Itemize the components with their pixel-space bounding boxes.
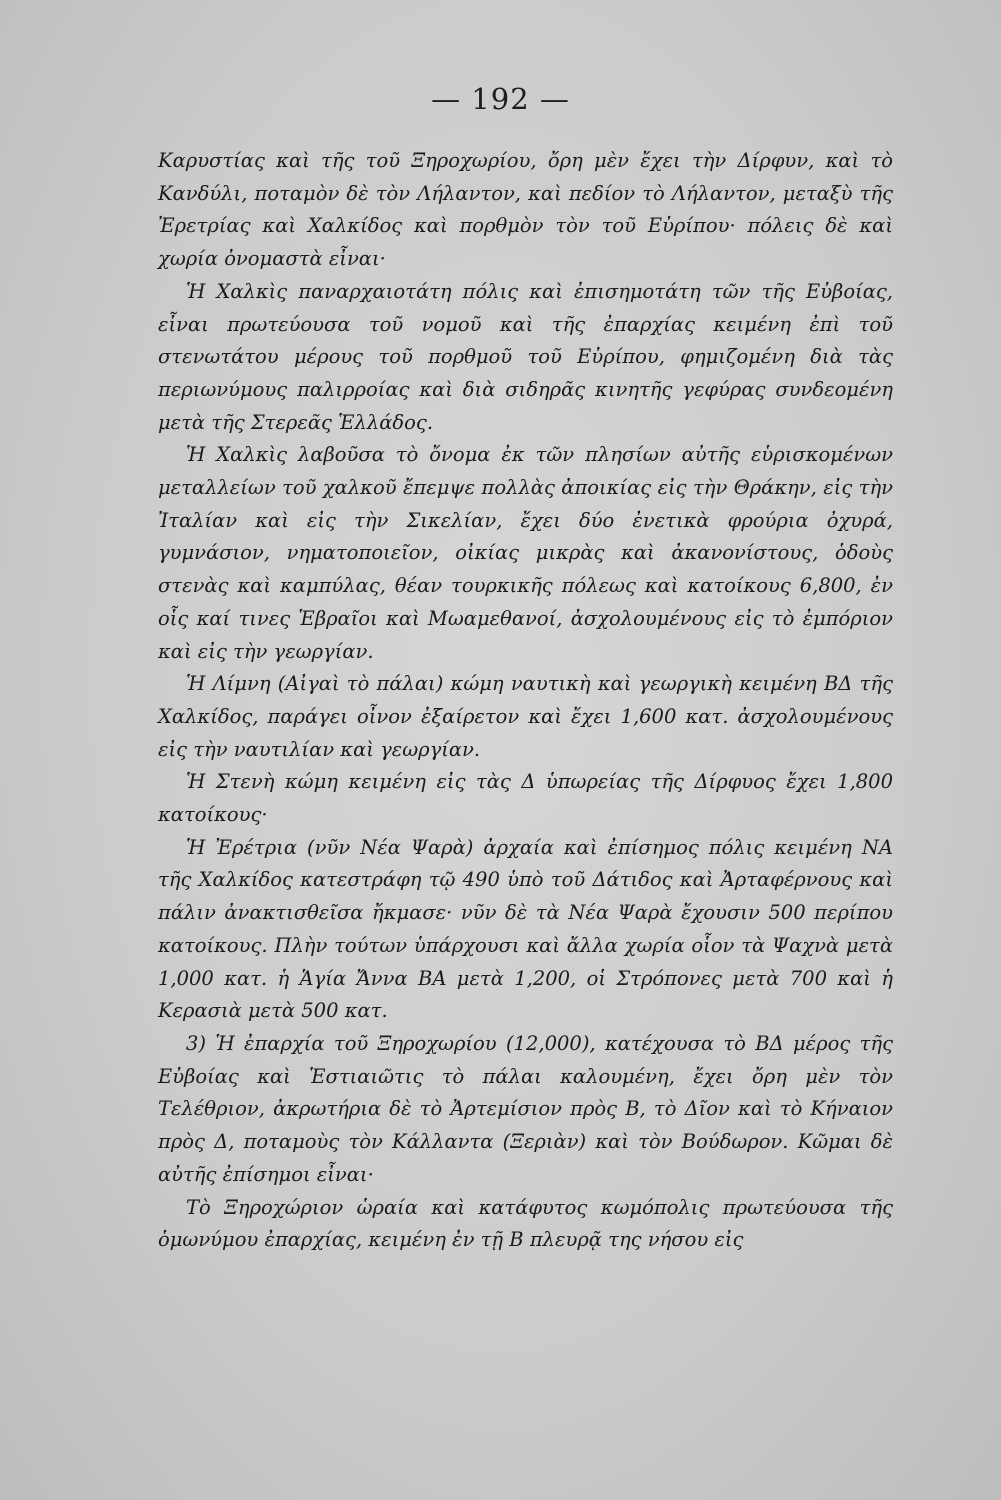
paragraph: Ἡ Ἐρέτρια (νῦν Νέα Ψαρὰ) ἀρχαία καὶ ἐπίσημος πόλις κειμένη ΝΑ τῆς Χαλκίδος κατεστράφη τῷ 490 ὑπὸ τοῦ Δάτιδος καὶ Ἀρταφέρνους καὶ πάλιν ἀνακτισθεῖσα ἤκμασε· νῦν δὲ τὰ Νέα Ψαρὰ ἔχουσιν 500 περίπου κατοίκους. Πλὴν τούτων ὑπάρχουσι καὶ ἄλλα χωρία οἷον τὰ Ψαχνὰ μετὰ 1,000 κατ. ἡ Ἁγία Ἄννα ΒΑ μετὰ 1,200, οἱ Στρόπονες μετὰ 700 καὶ ἡ Κερασιὰ μετὰ 500 κατ. <box>158 835 893 1023</box>
paragraph: Ἡ Χαλκὶς παναρχαιοτάτη πόλις καὶ ἐπισημοτάτη τῶν τῆς Εὐβοίας, εἶναι πρωτεύουσα τοῦ νομοῦ καὶ τῆς ἐπαρχίας κειμένη ἐπὶ τοῦ στενωτάτου μέρους τοῦ πορθμοῦ τοῦ Εὐρίπου, φημιζομένη διὰ τὰς περιωνύμους παλιρροίας καὶ διὰ σιδηρᾶς κινητῆς γεφύρας συνδεομένη μετὰ τῆς Στερεᾶς Ἑλλάδος. <box>158 279 893 434</box>
paragraph: Ἡ Λίμνη (Αἰγαὶ τὸ πάλαι) κώμη ναυτικὴ καὶ γεωργικὴ κειμένη ΒΔ τῆς Χαλκίδος, παράγει οἶνον ἐξαίρετον καὶ ἔχει 1,600 κατ. ἀσχολουμένους εἰς τὴν ναυτιλίαν καὶ γεωργίαν. <box>158 672 893 761</box>
page-number: — 192 — <box>431 82 570 116</box>
paragraph: 3) Ἡ ἐπαρχία τοῦ Ξηροχωρίου (12,000), κατέχουσα τὸ ΒΔ μέρος τῆς Εὐβοίας καὶ Ἑστιαιῶτις τὸ πάλαι καλουμένη, ἔχει ὄρη μὲν τὸν Τελέθριον, ἀκρωτήρια δὲ τὸ Ἀρτεμίσιον πρὸς Β, τὸ Δῖον καὶ τὸ Κήναιον πρὸς Δ, ποταμοὺς τὸν Κάλλαντα (Ξεριὰν) καὶ τὸν Βούδωρον. Κῶμαι δὲ αὐτῆς ἐπίσημοι εἶναι· <box>158 1031 893 1186</box>
paragraph: Καρυστίας καὶ τῆς τοῦ Ξηροχωρίου, ὄρη μὲν ἔχει τὴν Δίρφυν, καὶ τὸ Κανδύλι, ποταμὸν δὲ τὸν Λήλαντον, καὶ πεδίον τὸ Λήλαντον, μεταξὺ τῆς Ἐρετρίας καὶ Χαλκίδος καὶ πορθμὸν τὸν τοῦ Εὐρίπου· πόλεις δὲ καὶ χωρία ὀνομαστὰ εἶναι· <box>158 149 893 271</box>
paragraph: Ἡ Στενὴ κώμη κειμένη εἰς τὰς Δ ὑπωρείας τῆς Δίρφυος ἔχει 1,800 κατοίκους· <box>158 770 893 827</box>
paragraph: Τὸ Ξηροχώριον ὡραία καὶ κατάφυτος κωμόπολις πρωτεύουσα τῆς ὁμωνύμου ἐπαρχίας, κειμένη ἐν τῇ Β πλευρᾷ της νήσου εἰς <box>158 1195 893 1252</box>
paragraph: Ἡ Χαλκὶς λαβοῦσα τὸ ὄνομα ἐκ τῶν πλησίων αὐτῆς εὑρισκομένων μεταλλείων τοῦ χαλκοῦ ἔπεμψε πολλὰς ἀποικίας εἰς τὴν Θράκην, εἰς τὴν Ἰταλίαν καὶ εἰς τὴν Σικελίαν, ἔχει δύο ἐνετικὰ φρούρια ὀχυρά, γυμνάσιον, νηματοποιεῖον, οἰκίας μικρὰς καὶ ἀκανονίστους, ὁδοὺς στενὰς καὶ καμπύλας, θέαν τουρκικῆς πόλεως καὶ κατοίκους 6,800, ἐν οἷς καί τινες Ἑβραῖοι καὶ Μωαμεθανοί, ἀσχολουμένους εἰς τὸ ἐμπόριον καὶ εἰς τὴν γεωργίαν. <box>158 443 893 663</box>
page-text <box>158 145 893 1257</box>
